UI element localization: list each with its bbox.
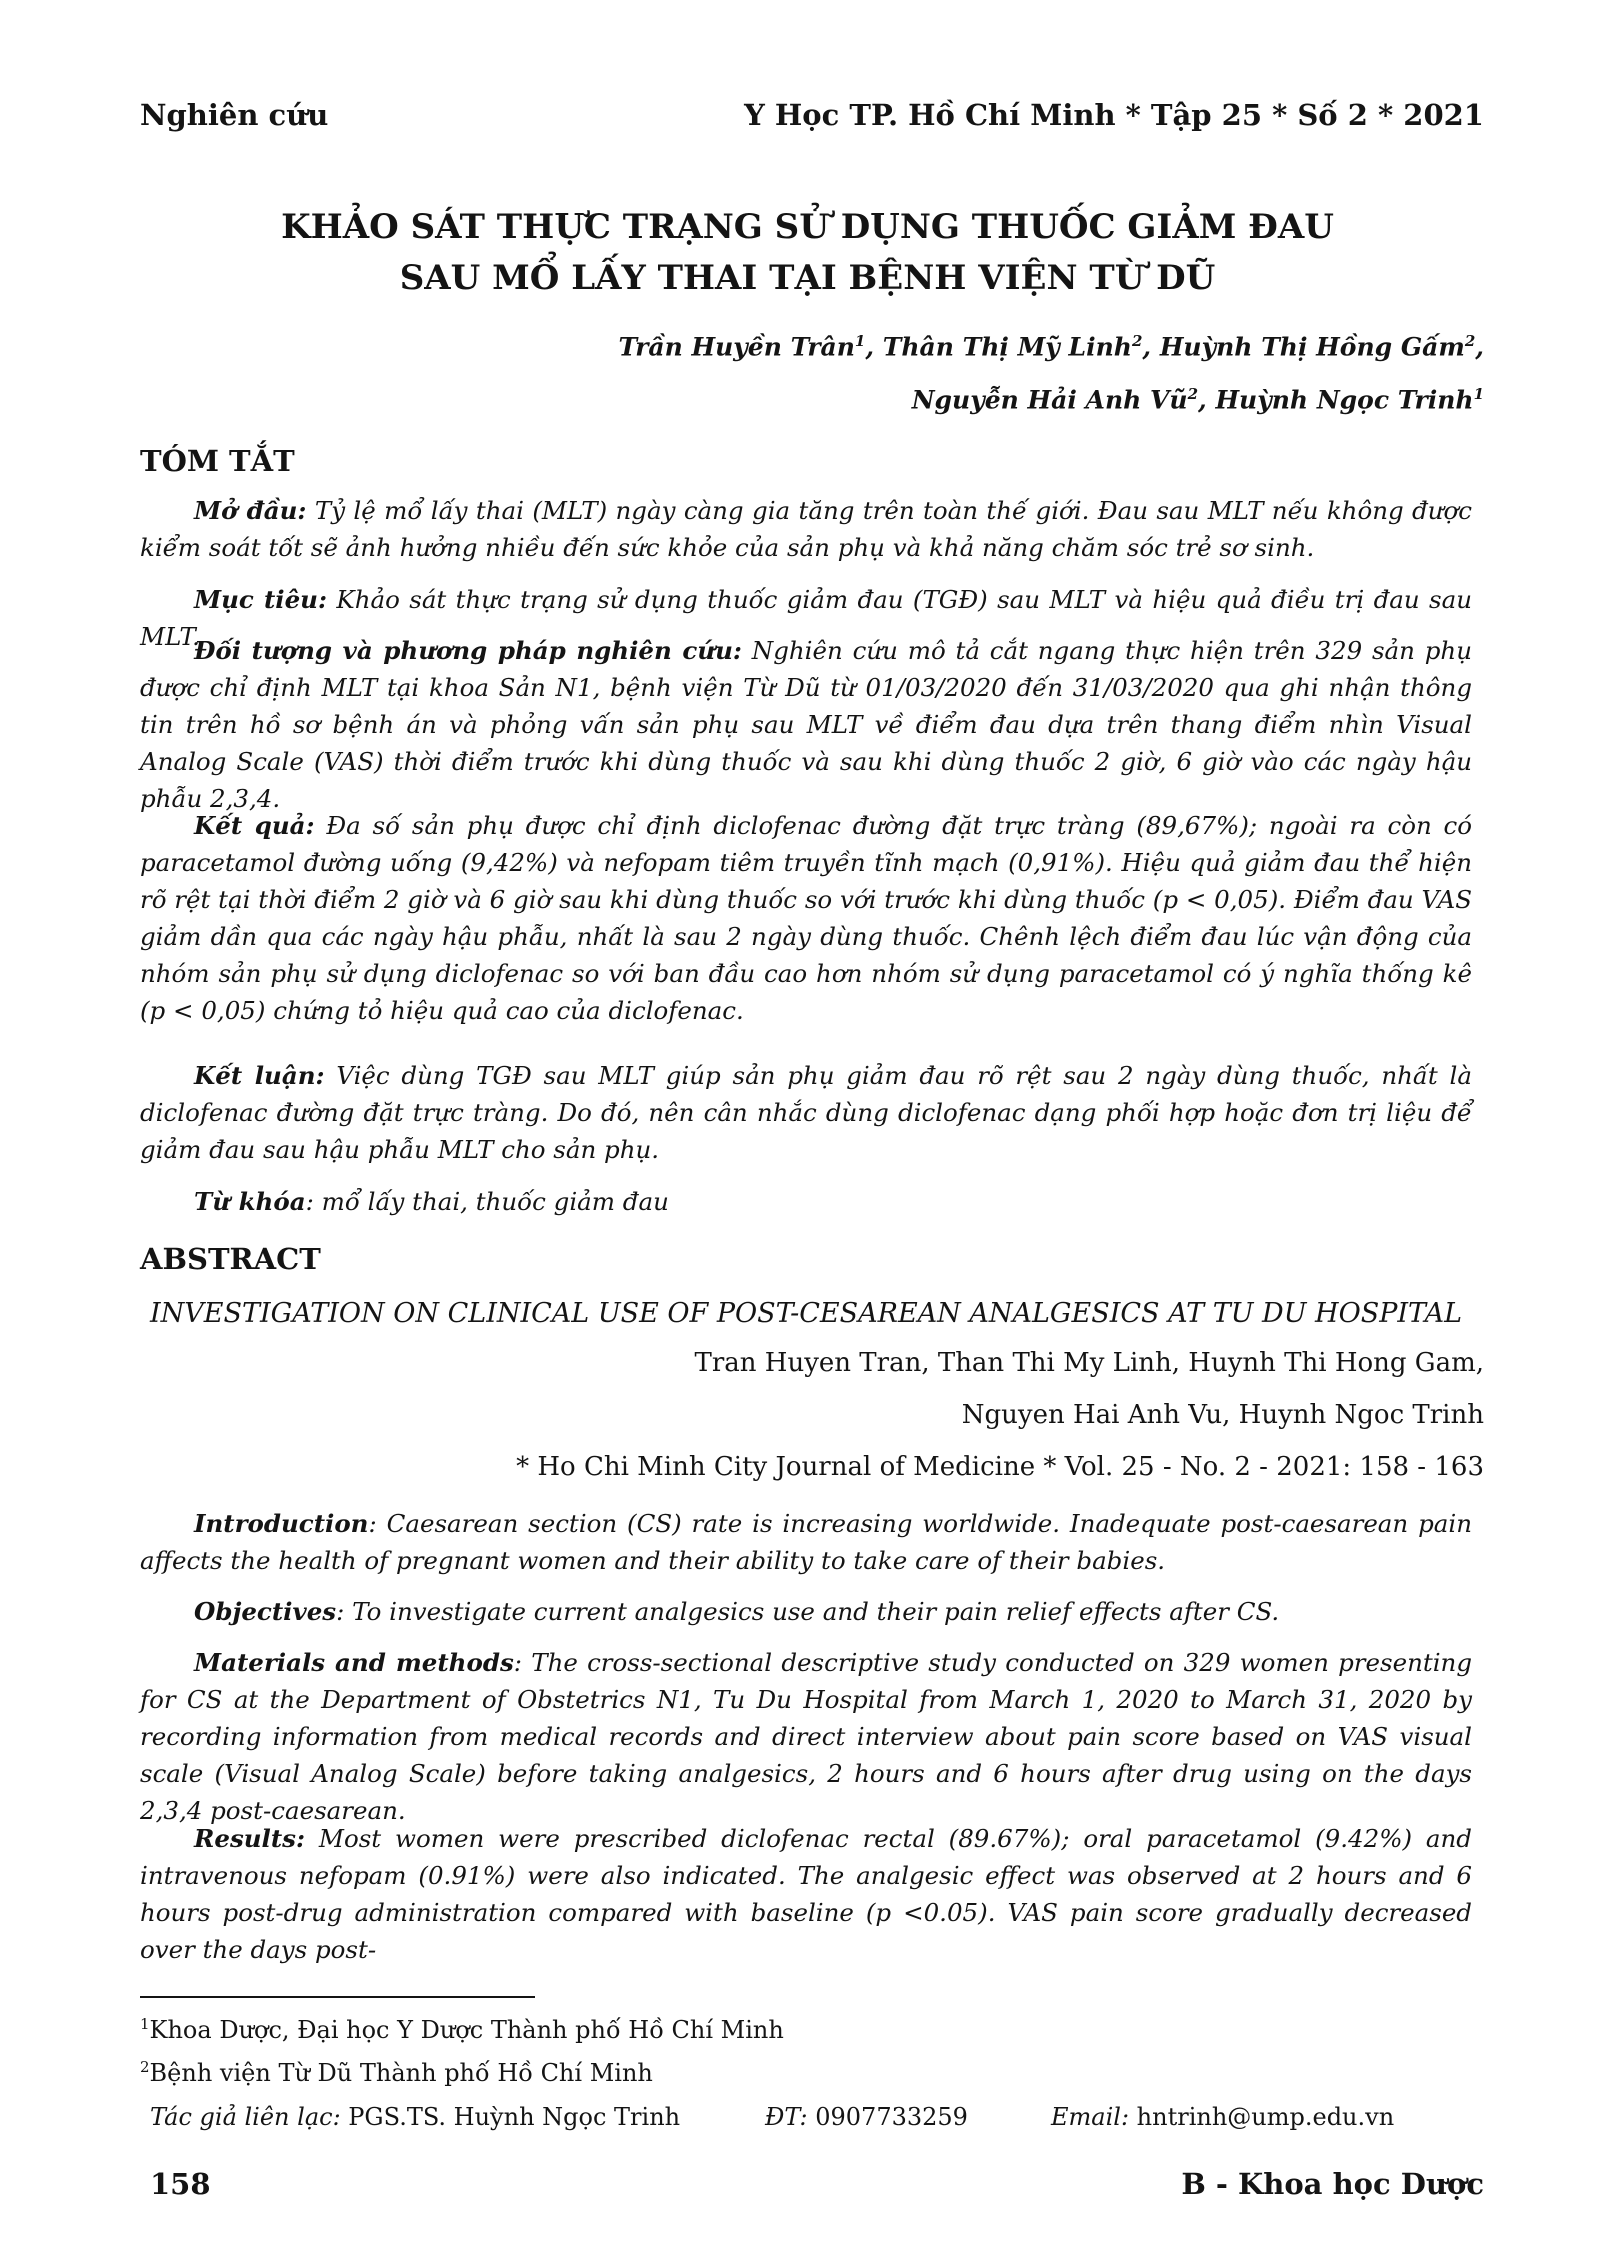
authors-line-1: Trần Huyền Trân$^1$, Thân Thị Mỹ Linh$^2$, Huỳnh Thị Hồng Gấm$^2$, xyxy=(618,332,1484,362)
article-title-line2: SAU MỔ LẤY THAI TẠI BỆNH VIỆN TỪ DŨ xyxy=(399,258,1216,298)
paragraph-tu-khoa xyxy=(140,1183,1472,1220)
section-heading-tomtat: TÓM TẮT xyxy=(140,444,295,478)
abstract-authors-line-2: Nguyen Hai Anh Vu, Huynh Ngoc Trinh xyxy=(961,1400,1484,1430)
paragraph-materials-methods xyxy=(140,1644,1472,1829)
footnote-mark: 1 xyxy=(140,2015,150,2033)
paragraph-label: Từ khóa xyxy=(194,1187,306,1216)
paragraph-text: Khảo sát thực trạng sử dụng thuốc giảm đau (TGĐ) sau MLT và hiệu quả điều trị đau sau MLT. xyxy=(140,585,1472,651)
paragraph-text: Việc dùng TGĐ sau MLT giúp sản phụ giảm đau rõ rệt sau 2 ngày dùng thuốc, nhất là diclofenac đường đặt trực tràng. Do đó, nên cân nhắc dùng diclofenac dạng phối hợp hoặc đơn trị liệu để giảm đau sau hậu phẫu MLT cho sản phụ. xyxy=(140,1061,1472,1164)
running-header-left: Nghiên cứu xyxy=(140,98,329,132)
footnote-rule xyxy=(140,1996,535,1998)
footer-section: B - Khoa học Dược xyxy=(1181,2167,1484,2201)
footnote-text: Khoa Dược, Đại học Y Dược Thành phố Hồ Chí Minh xyxy=(149,2016,784,2044)
paragraph-label: Mục tiêu: xyxy=(194,585,328,614)
author-affiliation-mark: 2 xyxy=(1464,332,1476,350)
article-title xyxy=(0,202,1615,304)
contact-phone-value: 0907733259 xyxy=(807,2103,968,2131)
contact-author-value: PGS.TS. Huỳnh Ngọc Trinh xyxy=(340,2103,681,2131)
section-heading-abstract: ABSTRACT xyxy=(140,1242,321,1276)
footnote-text: Bệnh viện Từ Dũ Thành phố Hồ Chí Minh xyxy=(149,2059,653,2087)
paragraph-ket-qua xyxy=(140,807,1472,1029)
paragraph-mo-dau xyxy=(140,492,1472,566)
paragraph-text: Nghiên cứu mô tả cắt ngang thực hiện trên 329 sản phụ được chỉ định MLT tại khoa Sản N1, bệnh viện Từ Dũ từ 01/03/2020 đến 31/03/2020 qua ghi nhận thông tin trên hồ sơ bệnh án và phỏng vấn sản phụ sau MLT về điểm đau dựa trên thang điểm nhìn Visual Analog Scale (VAS) thời điểm trước khi dùng thuốc và sau khi dùng thuốc 2 giờ, 6 giờ vào các ngày hậu phẫu 2,3,4. xyxy=(140,636,1472,813)
contact-author-label: Tác giả liên lạc: xyxy=(150,2103,341,2131)
paragraph-label: Đối tượng và phương pháp nghiên cứu: xyxy=(194,636,742,665)
author-name: Thân Thị Mỹ Linh xyxy=(882,332,1132,362)
authors-line-2: Nguyễn Hải Anh $Vũ^2$, Huỳnh Ngọc Trinh$^1$ xyxy=(911,385,1484,415)
paragraph-label: Objectives xyxy=(194,1597,337,1626)
paragraph-text: : mổ lấy thai, thuốc giảm đau xyxy=(305,1187,669,1216)
paragraph-text: : Caesarean section (CS) rate is increasing worldwide. Inadequate post-caesarean pain affects the health of pregnant women and their ability to take care of their babies. xyxy=(140,1509,1472,1575)
paragraph-label: Kết quả: xyxy=(194,811,315,840)
author-name: Nguyễn Hải Anh Vũ xyxy=(911,385,1188,415)
contact-email-value: hntrinh@ump.edu.vn xyxy=(1129,2103,1395,2131)
paragraph-label: Introduction xyxy=(194,1509,369,1538)
paragraph-label: Materials and methods xyxy=(194,1648,514,1677)
footnote-1 xyxy=(140,2015,784,2044)
abstract-authors-line-1: Tran Huyen Tran, Than Thi My Linh, Huynh Thi Hong Gam, xyxy=(694,1348,1484,1378)
paragraph-label: Kết luận: xyxy=(194,1061,325,1090)
paragraph-label: Results: xyxy=(194,1824,306,1853)
abstract-title: INVESTIGATION ON CLINICAL USE OF POST-CESAREAN ANALGESICS AT TU DU HOSPITAL xyxy=(149,1298,1463,1329)
author-affiliation-mark: 2 xyxy=(1187,385,1199,403)
footnote-2 xyxy=(140,2058,653,2087)
paragraph-objectives xyxy=(140,1593,1472,1630)
paragraph-text: Tỷ lệ mổ lấy thai (MLT) ngày càng gia tăng trên toàn thế giới. Đau sau MLT nếu không được kiểm soát tốt sẽ ảnh hưởng nhiều đến sức khỏe của sản phụ và khả năng chăm sóc trẻ sơ sinh. xyxy=(140,496,1472,562)
contact-author xyxy=(150,2103,680,2131)
paragraph-results xyxy=(140,1820,1472,1968)
paragraph-text: : To investigate current analgesics use and their pain relief effects after CS. xyxy=(336,1597,1280,1626)
page-number: 158 xyxy=(150,2167,211,2201)
article-title-line1: KHẢO SÁT THỰC TRẠNG SỬ DỤNG THUỐC GIẢM ĐAU xyxy=(281,207,1334,247)
contact-phone xyxy=(765,2103,968,2131)
paragraph-introduction xyxy=(140,1505,1472,1579)
footnote-mark: 2 xyxy=(140,2058,150,2076)
paragraph-text: Đa số sản phụ được chỉ định diclofenac đường đặt trực tràng (89,67%); ngoài ra còn có paracetamol đường uống (9,42%) và nefopam tiêm truyền tĩnh mạch (0,91%). Hiệu quả giảm đau thể hiện rõ rệt tại thời điểm 2 giờ và 6 giờ sau khi dùng thuốc so với trước khi dùng thuốc (p < 0,05). Điểm đau VAS giảm dần qua các ngày hậu phẫu, nhất là sau 2 ngày dùng thuốc. Chênh lệch điểm đau lúc vận động của nhóm sản phụ sử dụng diclofenac so với ban đầu cao hơn nhóm sử dụng paracetamol có ý nghĩa thống kê (p < 0,05) chứng tỏ hiệu quả cao của diclofenac. xyxy=(140,811,1472,1025)
paragraph-text: Most women were prescribed diclofenac rectal (89.67%); oral paracetamol (9.42%) and intravenous nefopam (0.91%) were also indicated. The analgesic effect was observed at 2 hours and 6 hours post-drug administration compared with baseline (p <0.05). VAS pain score gradually decreased over the days post- xyxy=(140,1824,1472,1964)
author-name: Huỳnh Ngọc Trinh xyxy=(1215,385,1474,415)
contact-email xyxy=(1051,2103,1394,2131)
author-affiliation-mark: 1 xyxy=(1473,385,1484,403)
paragraph-label: Mở đầu: xyxy=(194,496,307,525)
author-name: Huỳnh Thị Hồng Gấm xyxy=(1159,332,1465,362)
citation: * Ho Chi Minh City Journal of Medicine * Vol. 25 - No. 2 - 2021: 158 - 163 xyxy=(516,1452,1484,1482)
contact-phone-label: ĐT: xyxy=(765,2103,808,2131)
paragraph-doi-tuong xyxy=(140,632,1472,817)
author-affiliation-mark: 1 xyxy=(854,332,866,350)
author-name: Trần Huyền Trân xyxy=(618,332,855,362)
paragraph-ket-luan xyxy=(140,1057,1472,1168)
paragraph-text: : The cross-sectional descriptive study conducted on 329 women presenting for CS at the Department of Obstetrics N1, Tu Du Hospital from March 1, 2020 to March 31, 2020 by recording information from medical records and direct interview about pain score based on VAS visual scale (Visual Analog Scale) before taking analgesics, 2 hours and 6 hours after drug using on the days 2,3,4 post-caesarean. xyxy=(140,1648,1473,1825)
author-affiliation-mark: 2 xyxy=(1131,332,1143,350)
running-header-right: Y Học TP. Hồ Chí Minh * Tập 25 * Số 2 * 2021 xyxy=(744,98,1484,132)
contact-email-label: Email: xyxy=(1051,2103,1130,2131)
